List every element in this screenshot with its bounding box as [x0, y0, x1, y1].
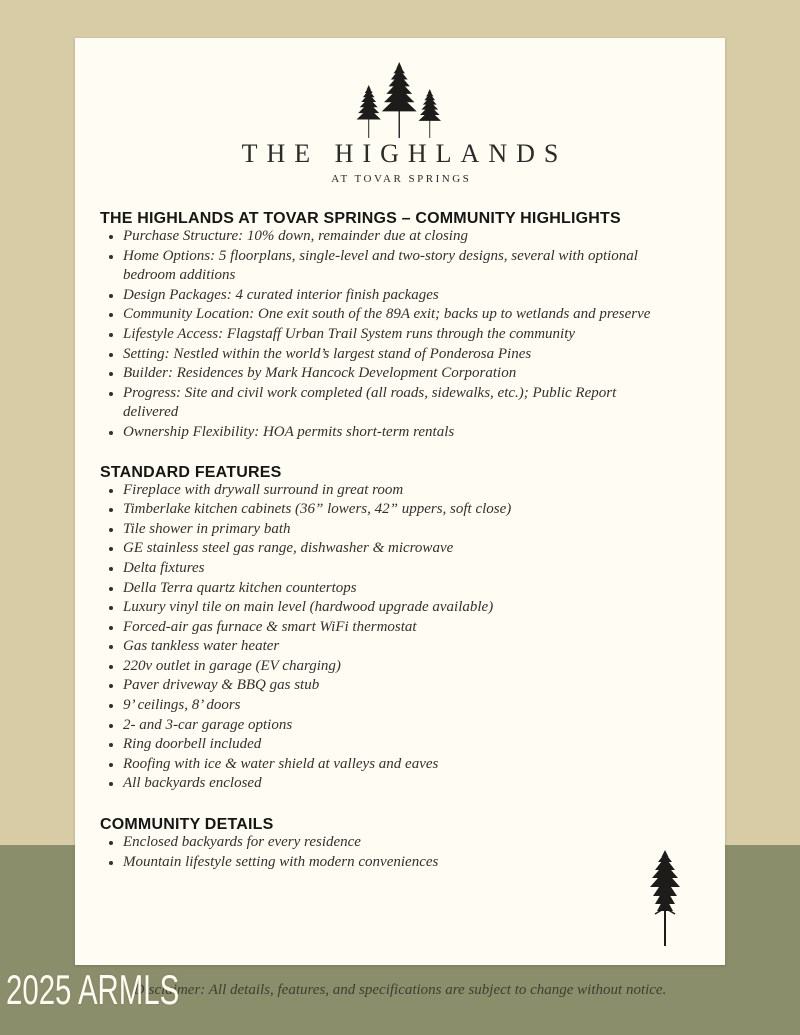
list-item: • 220v outlet in garage (EV charging): [123, 657, 658, 677]
flyer-card: [75, 38, 725, 965]
brand-tagline: AT TOVAR SPRINGS: [331, 173, 472, 185]
community-details-list: [106, 833, 658, 872]
section-heading-community-highlights: THE HIGHLANDS AT TOVAR SPRINGS – COMMUNITY HIGHLIGHTS: [100, 210, 621, 227]
list-item: • Luxury vinyl tile on main level (hardwood upgrade available): [123, 598, 658, 618]
list-item: • Paver driveway & BBQ gas stub: [123, 676, 658, 696]
list-item: • Ownership Flexibility: HOA permits short-term rentals: [123, 423, 658, 443]
list-item: • Ring doorbell included: [123, 735, 658, 755]
list-item: • Progress: Site and civil work completed (all roads, sidewalks, etc.); Public Report delivered: [123, 384, 658, 423]
list-item: • Home Options: 5 floorplans, single-level and two-story designs, several with optional bedroom additions: [123, 247, 658, 286]
standard-features-list: [106, 481, 658, 795]
list-item: • Gas tankless water heater: [123, 637, 658, 657]
list-item: • Forced-air gas furnace & smart WiFi thermostat: [123, 618, 658, 638]
list-item: • Della Terra quartz kitchen countertops: [123, 579, 658, 599]
list-item: • Enclosed backyards for every residence: [123, 833, 658, 853]
section-heading-community-details: COMMUNITY DETAILS: [100, 816, 274, 834]
armls-watermark: 2025 ARMLS: [6, 966, 180, 1013]
list-item: • Tile shower in primary bath: [123, 520, 658, 540]
list-item: • GE stainless steel gas range, dishwasher & microwave: [123, 539, 658, 559]
list-item: • Roofing with ice & water shield at valleys and eaves: [123, 755, 658, 775]
list-item: • Purchase Structure: 10% down, remainder due at closing: [123, 227, 658, 247]
list-item: • Lifestyle Access: Flagstaff Urban Trail System runs through the community: [123, 325, 658, 345]
disclaimer-text: Disclaimer: All details, features, and specifications are subject to change without notice.: [133, 982, 667, 998]
lone-pine-icon: [643, 850, 687, 946]
list-item: • All backyards enclosed: [123, 774, 658, 794]
list-item: • Setting: Nestled within the world’s largest stand of Ponderosa Pines: [123, 345, 658, 365]
list-item: • Fireplace with drywall surround in great room: [123, 481, 658, 501]
list-item: • Builder: Residences by Mark Hancock Development Corporation: [123, 364, 658, 384]
list-item: • 9’ ceilings, 8’ doors: [123, 696, 658, 716]
list-item: • Mountain lifestyle setting with modern conveniences: [123, 853, 658, 873]
brand-name: THE HIGHLANDS: [241, 139, 568, 168]
community-logo: [100, 62, 700, 186]
list-item: • Timberlake kitchen cabinets (36” lowers, 42” uppers, soft close): [123, 500, 658, 520]
list-item: • Delta fixtures: [123, 559, 658, 579]
list-item: • Design Packages: 4 curated interior finish packages: [123, 286, 658, 306]
pine-trees-icon: [345, 62, 455, 138]
list-item: • 2- and 3-car garage options: [123, 716, 658, 736]
section-heading-standard-features: STANDARD FEATURES: [100, 463, 282, 481]
community-highlights-list: [106, 227, 658, 443]
list-item: • Community Location: One exit south of the 89A exit; backs up to wetlands and preserve: [123, 305, 658, 325]
